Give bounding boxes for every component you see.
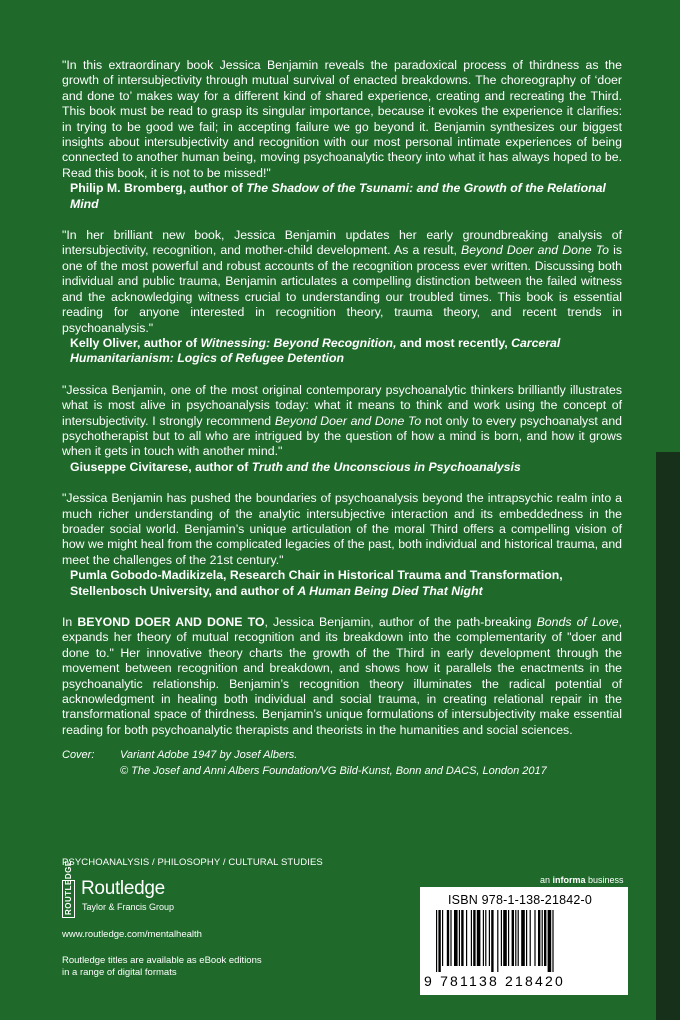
barcode-bar bbox=[473, 910, 475, 966]
barcode-bar bbox=[471, 910, 472, 966]
quote-attribution: Pumla Gobodo-Madikizela, Research Chair in Historical Trauma and Transformation, Stellenbosch University, and author of A Human Being Died That Night bbox=[70, 568, 563, 598]
barcode-bar bbox=[512, 910, 514, 966]
endorsement-gobodo-madikizela bbox=[62, 491, 622, 599]
barcode-bar bbox=[491, 910, 493, 972]
barcode-bar bbox=[521, 910, 525, 966]
barcode-bar bbox=[497, 910, 498, 972]
endorsement-oliver bbox=[62, 228, 622, 367]
quote-text: "In her brilliant new book, Jessica Benjamin updates her early groundbreaking analysis of intersubjectivity, recognition, and mother-child development. As a result, Beyond Doer and Done To is one of the most powerful and robust accounts of the recognition process ever written. Discussing both individual and public trauma, Benjamin articulates a compelling distinction between the failed witness and the acknowledging witness crucial to understanding our troubled times. This book is essential reading for anyone interested in recognition theory, trauma theory, and recent trends in psychoanalysis." bbox=[62, 228, 622, 335]
publisher-name: Routledge bbox=[81, 878, 165, 899]
publisher-group: Taylor & Francis Group bbox=[82, 902, 175, 912]
blurb-column bbox=[62, 58, 622, 738]
barcode-bar bbox=[442, 910, 443, 966]
barcode-bar bbox=[501, 910, 502, 966]
barcode-bar bbox=[483, 910, 484, 966]
quote-attribution: Philip M. Bromberg, author of The Shadow of the Tsunami: and the Growth of the Relational Mind bbox=[70, 181, 606, 211]
book-description: In BEYOND DOER AND DONE TO, Jessica Benjamin, author of the path-breaking Bonds of Love, expands her theory of mutual recognition and its breakdown into the complementarity of "doer and done to." Her innovative theory charts the growth of the Third in early development through the movement between recognition and breakdown, and shows how it parallels the enactments in the psychoanalytic relationship. Benjamin’s recognition theory illuminates the radical potential of acknowledgment in healing both individual and social trauma, in creating relational repair in the transformational space of thirdness. Benjamin’s unique formulations of intersubjectivity make essential reading for both psychoanalytic therapists and theorists in the humanities and social sciences. bbox=[62, 615, 623, 737]
barcode-bar bbox=[518, 910, 519, 966]
quote-text: "Jessica Benjamin has pushed the boundaries of psychoanalysis beyond the intrapsychic realm into a much richer understanding of the analytic intersubjective interaction and its embeddedness in the broader social world. Benjamin’s unique articulation of the moral Third offers a compelling vision of how we might heal from the complicated legacies of the past, both individual and historical trauma, and meet the challenges of the 21st century." bbox=[62, 491, 622, 567]
barcode-bar bbox=[534, 910, 535, 966]
barcode-bar bbox=[526, 910, 527, 966]
barcode-bar bbox=[503, 910, 507, 966]
barcode-bar bbox=[466, 910, 467, 966]
publisher-logo bbox=[62, 860, 232, 920]
barcode-bar bbox=[459, 910, 460, 966]
isbn-label: ISBN 978-1-138-21842-0 bbox=[448, 893, 593, 907]
routledge-mark-icon: ROUTLEDGE bbox=[62, 880, 75, 918]
publisher-url: www.routledge.com/mentalhealth bbox=[62, 929, 202, 940]
barcode-bar bbox=[538, 910, 540, 966]
endorsement-civitarese bbox=[62, 383, 622, 475]
quote-text: "In this extraordinary book Jessica Benjamin reveals the paradoxical process of thirdness as the growth of intersubjectivity through mutual survival of enacted breakdowns. The choreography of ‘doer and done to’ makes way for a different kind of shared experience, creating and recreating the Third. This book must be read to grasp its singular importance, because it evokes the experience it clarifies: in trying to be good we fail; in accepting failure we go beyond it. Benjamin synthesizes our biggest insights about intersubjectivity and recognition with our most personal intimate experiences of being connected to another human being, moving psychoanalytic theory into what it has always hoped to be. Read this book, it is not to be missed!" bbox=[62, 58, 622, 180]
barcode-bar bbox=[454, 910, 458, 966]
barcode-bar bbox=[450, 910, 451, 966]
quote-attribution: Giuseppe Civitarese, author of Truth and the Unconscious in Psychoanalysis bbox=[70, 459, 521, 474]
subject-categories: PSYCHOANALYSIS / PHILOSOPHY / CULTURAL STUDIES bbox=[62, 857, 323, 868]
barcode-bar bbox=[515, 910, 516, 966]
barcode-bar bbox=[530, 910, 531, 966]
barcode-bar bbox=[436, 910, 437, 972]
barcode-bar bbox=[508, 910, 509, 966]
isbn-barcode-box bbox=[420, 887, 628, 995]
barcode-bar bbox=[461, 910, 463, 966]
ebook-note: Routledge titles are available as eBook editions in a range of digital formats bbox=[62, 955, 262, 978]
barcode-bar bbox=[544, 910, 546, 966]
barcode-bar bbox=[552, 910, 553, 972]
cover-credit-line2: © The Josef and Anni Albers Foundation/VG Bild-Kunst, Bonn and DACS, London 2017 bbox=[120, 765, 547, 777]
cover-credit-line1: Variant Adobe 1947 by Josef Albers. bbox=[120, 749, 298, 761]
barcode-bar bbox=[447, 910, 449, 966]
barcode-bar bbox=[542, 910, 543, 966]
endorsement-bromberg bbox=[62, 58, 622, 212]
cover-credit bbox=[62, 747, 622, 779]
informa-business-note: an informa business bbox=[540, 875, 624, 885]
barcode-icon bbox=[436, 910, 616, 972]
barcode-bar bbox=[489, 910, 490, 966]
spine-edge-strip bbox=[656, 452, 680, 1020]
quote-text: "Jessica Benjamin, one of the most original contemporary psychoanalytic thinkers brilliantly illustrates what is most alive in psychoanalysis today: what it means to think and work using the concept of intersubjectivity. I strongly recommend Beyond Doer and Done To not only to every psychoanalyst and psychotherapist but to all who are intrigued by the question of how a mind is born, and how it grows when it gets in touch with another mind." bbox=[62, 382, 622, 459]
barcode-bar bbox=[485, 910, 486, 966]
quote-attribution: Kelly Oliver, author of Witnessing: Beyond Recognition, and most recently, Carceral Humanitarianism: Logics of Refugee Detention bbox=[70, 335, 561, 366]
barcode-digits: 9 781138 218420 bbox=[424, 973, 565, 989]
barcode-bar bbox=[477, 910, 481, 966]
barcode-bar bbox=[548, 910, 552, 972]
barcode-bar bbox=[438, 910, 440, 972]
cover-credit-label: Cover: bbox=[62, 749, 95, 761]
